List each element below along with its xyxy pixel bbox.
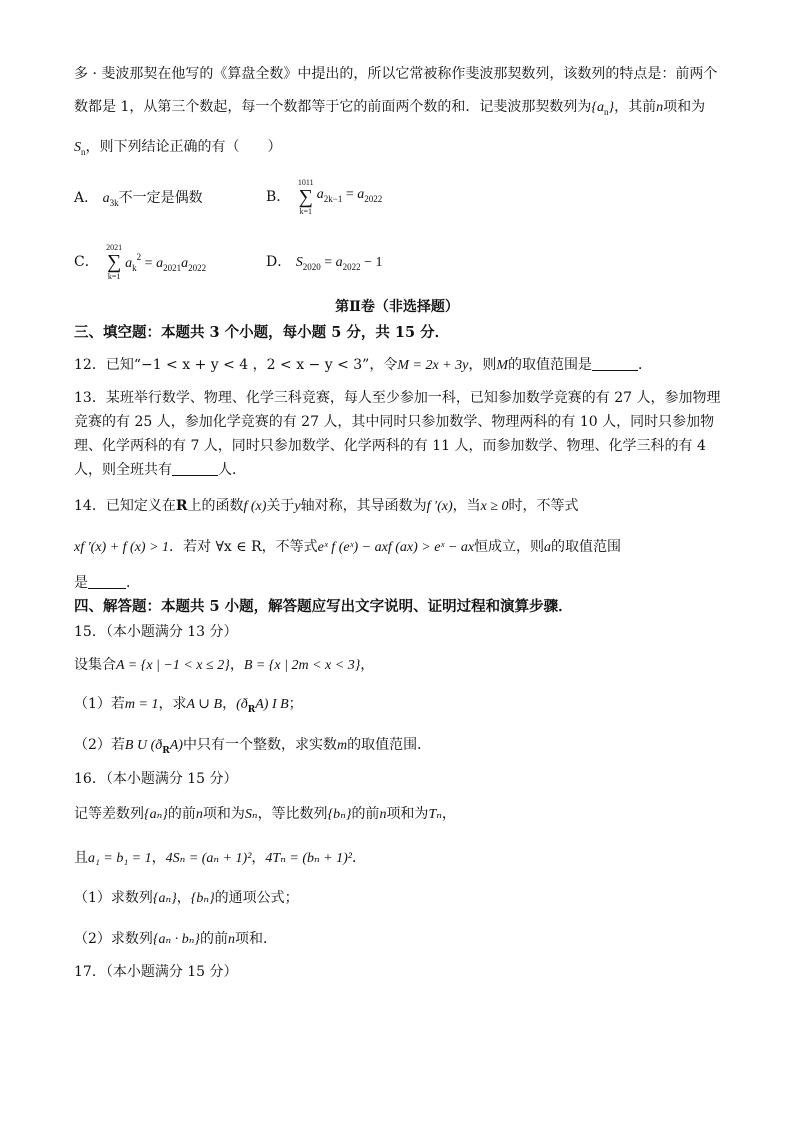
option-c-label: C． <box>74 254 99 270</box>
q14-text-d: 轴对称，其导函数为 <box>300 498 427 514</box>
sum-symbol-b: 1011 ∑ k=1 <box>297 178 314 216</box>
sum-symbol-c: 2021 ∑ k=1 <box>106 243 123 281</box>
q15-2-m: m <box>336 738 348 753</box>
q13-line-1: 13．某班举行数学、物理、化学三科竞赛，每人至少参加一科，已知参加数学竞赛的有 27 人，参加物理 <box>74 390 721 406</box>
q11-text-2: 数都是 1，从第三个数起，每一个数都等于它的前面两个数的和．记斐波那契数列为 <box>74 99 592 115</box>
q14-text-j: 是 <box>74 575 88 591</box>
option-d-expr: $S_{2020} = a_{2022} - 1$ <box>295 255 383 272</box>
option-b-expr: $a_{2k-1} = a_{2022}$ <box>316 187 383 204</box>
q11-line-3 <box>74 137 282 162</box>
q16-bn: {bₙ} <box>327 807 352 822</box>
q14-line-3 <box>74 573 140 593</box>
q15-1-m: m = 1 <box>124 697 159 712</box>
q16-n-2: n <box>379 807 387 822</box>
option-a-label: A． <box>74 190 99 206</box>
q14-answer-blank[interactable] <box>88 574 126 589</box>
q14-text-c: 关于 <box>266 498 295 514</box>
section-3-title: 三、填空题：本题共 3 个小题，每小题 5 分，共 15 分． <box>74 324 450 341</box>
q11-option-a <box>74 188 203 213</box>
q14-text-e: ，当 <box>452 498 481 514</box>
q16-1-an: {aₙ} <box>152 891 177 906</box>
q16-end: ． <box>351 850 366 866</box>
q12-expr: M = 2x + 3y <box>397 358 469 373</box>
q15-2-expr: B U (ð <box>124 738 163 753</box>
q13-line-3: 理、化学两科的有 7 人，同时只参加数学、化学两科的有 11 人，而参加数学、物理、化学三科的有 4 <box>74 438 706 454</box>
q14-r: R <box>175 498 188 514</box>
q14-ineq-1: xf ′(x) + f (x) > 1 <box>74 540 170 555</box>
q14-line-2 <box>74 537 621 558</box>
q15-text: 设集合 <box>74 657 116 673</box>
option-a-expr: $a_{3k}$ <box>102 191 119 208</box>
q12-m: M <box>496 358 508 373</box>
q12-text-c: 的取值范围是 <box>508 357 592 373</box>
q16-1-bn: {bₙ} <box>190 891 215 906</box>
q16-an: {aₙ} <box>144 807 168 822</box>
q15-1-text-b: ，求 <box>158 696 187 712</box>
q16-part-1 <box>74 888 299 909</box>
q15-2-text-b: 中只有一个整数，求实数 <box>182 737 337 753</box>
q16-2-n: n <box>227 932 235 947</box>
q15-part-1: （1）若m = 1，求A ∪ B，$(ð_RA)$ I B； <box>74 696 303 715</box>
q16-2-end: 项和． <box>234 931 277 947</box>
q16-2-text: （2）求数列 <box>74 931 153 947</box>
q14-line-1 <box>74 496 579 517</box>
q15-1-comp-end: A) I B <box>255 697 289 712</box>
q16-text-b: 的前 <box>167 806 196 822</box>
q16-1-comma: ， <box>176 890 191 906</box>
option-d-label: D． <box>266 254 292 270</box>
q11-text-3: ，则下列结论正确的有（ ） <box>85 139 282 155</box>
q15-2-text: （2）若 <box>74 737 125 753</box>
sn-symbol: $S_n$ <box>74 140 86 157</box>
q16-sn: Sₙ <box>244 807 258 822</box>
q11-line-2 <box>74 97 705 122</box>
q16-text-f: 项和为 <box>386 806 429 822</box>
q16-part-2 <box>74 929 277 950</box>
option-a-text: 不一定是偶数 <box>118 190 203 206</box>
q14-text-b: 上的函数 <box>187 498 244 514</box>
q16-head: 16．（本小题满分 15 分） <box>74 771 238 787</box>
q12 <box>74 355 652 376</box>
section-4-title: 四、解答题：本题共 5 小题，解答题应写出文字说明、证明过程和演算步骤． <box>74 598 573 615</box>
q15-comma: ， <box>229 657 244 673</box>
q15-1-comp: (ð <box>236 697 248 712</box>
q16-2-text-b: 的前 <box>199 931 228 947</box>
q16-text-h: 且 <box>74 850 88 866</box>
q14-y: y <box>294 499 301 514</box>
q14-fpx: f ′(x) <box>426 499 453 514</box>
q16-1-text: （1）求数列 <box>74 890 153 906</box>
q11-option-c <box>74 243 206 281</box>
q16-eq-3: 4Tₙ = (bₙ + 1)² <box>265 851 352 866</box>
q11-text-2c: 项和为 <box>663 99 706 115</box>
q14-a: a <box>544 540 552 555</box>
option-c-expr: $a_k^2 = a_{2021}a_{2022}$ <box>125 251 207 273</box>
q15-1-union: A ∪ B <box>186 697 223 712</box>
q14-fx: f (x) <box>243 499 267 514</box>
q15-head: 15．（本小题满分 13 分） <box>74 624 238 640</box>
q13-line-2: 竞赛的有 25 人，参加化学竞赛的有 27 人，其中同时只参加数学、物理两科的有 10 人，同时只参加物 <box>74 414 715 430</box>
q16-line-1 <box>74 804 456 825</box>
q16-text-c: 项和为 <box>202 806 245 822</box>
q14-text-g: ．若对 ∀x ∈ R，不等式 <box>169 539 318 555</box>
q15-1-end: ； <box>288 696 303 712</box>
q16-text-a: 记等差数列 <box>74 806 144 822</box>
q14-ineq-2: eˣ f (eˣ) − axf (ax) > eˣ − ax <box>317 540 475 555</box>
q11-line-1 <box>74 64 717 84</box>
q15-set-b: B = {x | 2m < x < 3} <box>243 658 361 673</box>
fib-sequence-symbol: $\{a_n\}$ <box>591 100 615 117</box>
q15-2-r: R <box>162 746 170 756</box>
q16-line-2 <box>74 848 366 869</box>
q14-text-f: 时，不等式 <box>508 498 579 514</box>
q15-1-r: R <box>247 705 256 715</box>
option-b-label: B． <box>266 189 291 205</box>
q12-answer-blank[interactable] <box>592 356 638 371</box>
q15-end: ， <box>360 657 375 673</box>
q13-text: 人，则全班共有 <box>74 462 172 478</box>
q12-period: ． <box>638 357 652 373</box>
q16-comma-1: ， <box>151 850 166 866</box>
q11-option-d <box>266 252 383 277</box>
q15-part-2 <box>74 735 431 761</box>
q16-eq-1: a₁ = b₁ = 1 <box>88 851 152 866</box>
q16-2-ab: {aₙ · bₙ} <box>152 932 200 947</box>
q14-text-i: 的取值范围 <box>551 539 622 555</box>
q15-set-a: A = {x | −1 < x ≤ 2} <box>116 658 230 673</box>
q16-text-e: 的前 <box>351 806 380 822</box>
q14-text-a: 14．已知定义在 <box>74 498 176 514</box>
q16-n: n <box>195 807 203 822</box>
q15-2-expr-end: A) <box>169 738 183 753</box>
q11-text-1: 多 · 斐波那契在他写的《算盘全数》中提出的，所以它常被称作斐波那契数列，该数列的特点是：前两个 <box>74 66 718 82</box>
q17-head: 17．（本小题满分 15 分） <box>74 964 238 980</box>
q13-text-b: 人． <box>218 462 246 478</box>
q13-answer-blank[interactable] <box>172 461 218 476</box>
q14-text-k: ． <box>126 575 140 591</box>
q16-1-end: 的通项公式； <box>214 890 299 906</box>
q11-n: n <box>656 100 664 115</box>
q16-eq-2: 4Sₙ = (aₙ + 1)² <box>165 851 252 866</box>
q16-text-d: ，等比数列 <box>257 806 328 822</box>
q16-tn: Tₙ <box>428 807 442 822</box>
q15-sets <box>74 655 374 676</box>
q11-text-2b: ，其前 <box>614 99 657 115</box>
q15-2-end: 的取值范围． <box>347 737 432 753</box>
q11-option-b <box>266 178 382 216</box>
section-2-title: 第Ⅱ卷（非选择题） <box>335 299 459 315</box>
q14-cond: x ≥ 0 <box>480 499 509 514</box>
q16-comma-2: ， <box>251 850 266 866</box>
q12-text-b: ，则 <box>468 357 497 373</box>
q12-text: 12．已知“−1 < x + y < 4 ，2 < x − y < 3”，令 <box>74 357 398 373</box>
q13-line-4 <box>74 460 246 480</box>
q14-text-h: 恒成立，则 <box>474 539 545 555</box>
q16-text-g: ， <box>441 806 456 822</box>
q15-1-text: （1）若 <box>74 696 125 712</box>
